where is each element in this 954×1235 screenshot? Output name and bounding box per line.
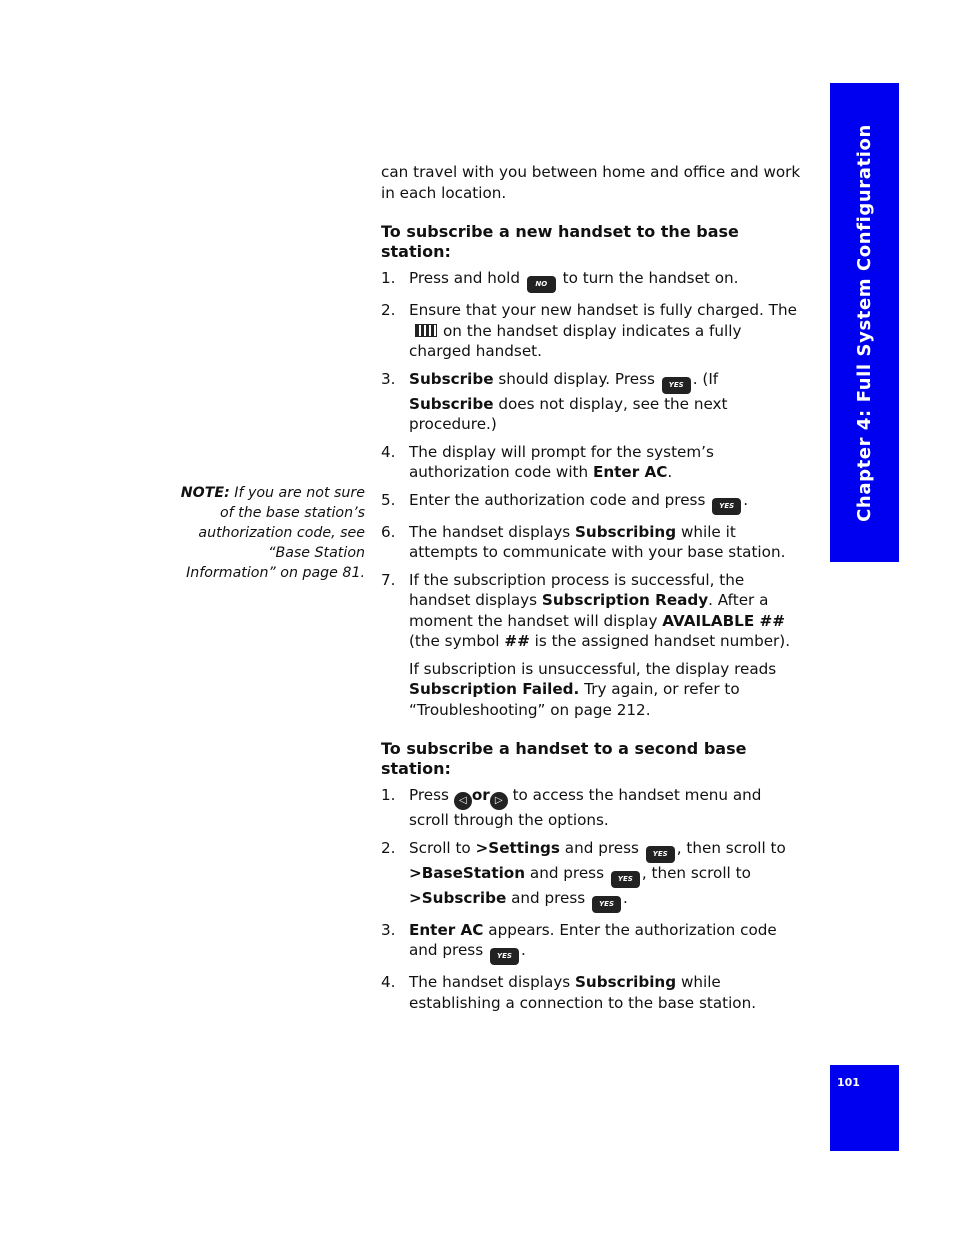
list-item: [381, 972, 801, 1013]
list-item: [381, 838, 801, 913]
step-text: does not display, see the next procedure.): [409, 394, 728, 433]
step-text: If the subscription process is successful, the handset displays: [409, 570, 745, 609]
step-number: 4.: [381, 442, 396, 461]
main-content: [381, 162, 801, 1020]
step-text: .: [520, 941, 526, 959]
section1-heading: To subscribe a new handset to the base station:: [381, 222, 739, 261]
step-number: 1.: [381, 786, 396, 804]
or-text: or: [471, 786, 490, 804]
step-text: .: [667, 463, 673, 481]
yes-key-icon: YES: [646, 846, 675, 863]
step-text: .: [623, 888, 628, 907]
display-term: Subscribe: [409, 369, 494, 388]
display-term: Subscribing: [574, 522, 677, 541]
step-text: The handset displays: [409, 522, 571, 541]
nav-right-key-icon: ▷: [490, 792, 508, 810]
chapter-tab: [830, 83, 899, 562]
display-term: AVAILABLE ##: [662, 611, 785, 630]
note-label: NOTE:: [180, 485, 230, 501]
step-text: is the assigned handset number).: [534, 632, 791, 650]
step-number: 1.: [381, 269, 396, 287]
display-term: Subscribe: [409, 394, 494, 413]
step-text: (the symbol: [409, 632, 500, 650]
nav-left-key-icon: ◁: [454, 792, 472, 810]
step-text: to access the handset menu and scroll through the options.: [409, 786, 762, 829]
display-term: ##: [504, 632, 530, 650]
step-text: appears. Enter the authorization code and press: [409, 920, 777, 959]
section1-steps: [381, 268, 801, 652]
page-number: 101: [837, 1076, 860, 1089]
note-text: If you are not sure of the base station’s authorization code, see “Base Station Information” on page 81.: [186, 485, 365, 581]
yes-key-icon: YES: [662, 377, 691, 394]
step-text: , then scroll to: [676, 838, 786, 857]
list-item: [381, 920, 801, 966]
step-number: 7.: [381, 570, 396, 589]
step-text: while it attempts to communicate with your base station.: [409, 522, 786, 561]
failure-paragraph: [381, 659, 801, 721]
step-number: 4.: [381, 973, 396, 991]
display-term: Enter AC: [409, 920, 484, 939]
step-text: , then scroll to: [641, 863, 751, 882]
list-item: [381, 369, 801, 435]
step-text: and press: [529, 863, 605, 882]
step-number: 5.: [381, 490, 396, 509]
step-text: on the handset display indicates a fully charged handset.: [409, 321, 742, 360]
step-number: 2.: [381, 838, 396, 857]
display-term: Subscription Ready: [541, 591, 709, 609]
step-number: 2.: [381, 301, 396, 319]
page-number-tab: [830, 1065, 899, 1151]
yes-key-icon: YES: [611, 871, 640, 888]
list-item: [381, 522, 801, 563]
intro-paragraph: can travel with you between home and office and work in each location.: [381, 163, 801, 202]
step-text: .: [743, 490, 749, 509]
yes-key-icon: YES: [712, 498, 741, 515]
menu-term: >Settings: [475, 838, 560, 857]
step-text: The display will prompt for the system’s authorization code with: [409, 442, 714, 481]
no-key-icon: NO: [527, 276, 556, 293]
chapter-title: Chapter 4: Full System Configuration: [853, 123, 875, 522]
list-item: [381, 442, 801, 483]
step-text: and press: [564, 838, 639, 857]
list-item: [381, 785, 801, 831]
step-text: Try again, or refer to “Troubleshooting” on page 212.: [409, 680, 740, 719]
section2-heading: To subscribe a handset to a second base station:: [381, 739, 747, 778]
menu-term: >Subscribe: [409, 888, 507, 907]
list-item: [381, 570, 801, 652]
list-item: [381, 300, 801, 362]
step-text: Scroll to: [409, 838, 471, 857]
yes-key-icon: YES: [490, 948, 519, 965]
step-number: 3.: [381, 369, 396, 388]
list-item: [381, 490, 801, 515]
step-text: to turn the handset on.: [562, 269, 739, 287]
step-text: Enter the authorization code and press: [409, 490, 706, 509]
section2-steps: [381, 785, 801, 1013]
yes-key-icon: YES: [592, 896, 621, 913]
step-number: 6.: [381, 522, 396, 541]
step-number: 3.: [381, 920, 396, 939]
step-text: should display. Press: [498, 369, 655, 388]
step-text: Press and hold: [409, 269, 520, 287]
step-text: and press: [511, 888, 586, 907]
step-text: Ensure that your new handset is fully charged. The: [409, 301, 797, 319]
battery-full-icon: [415, 324, 437, 337]
display-term: Enter AC: [592, 463, 668, 481]
display-term: Subscribing: [574, 973, 677, 991]
step-text: If subscription is unsuccessful, the display reads: [409, 659, 777, 678]
side-note: [180, 483, 365, 583]
step-text: Press: [409, 786, 449, 804]
step-text: while establishing a connection to the base station.: [409, 973, 757, 1012]
menu-term: >BaseStation: [409, 863, 526, 882]
step-text: . (If: [692, 369, 719, 388]
list-item: [381, 268, 801, 293]
display-term: Subscription Failed.: [409, 680, 580, 698]
step-text: The handset displays: [409, 973, 571, 991]
step-text: . After a moment the handset will display: [409, 591, 769, 630]
